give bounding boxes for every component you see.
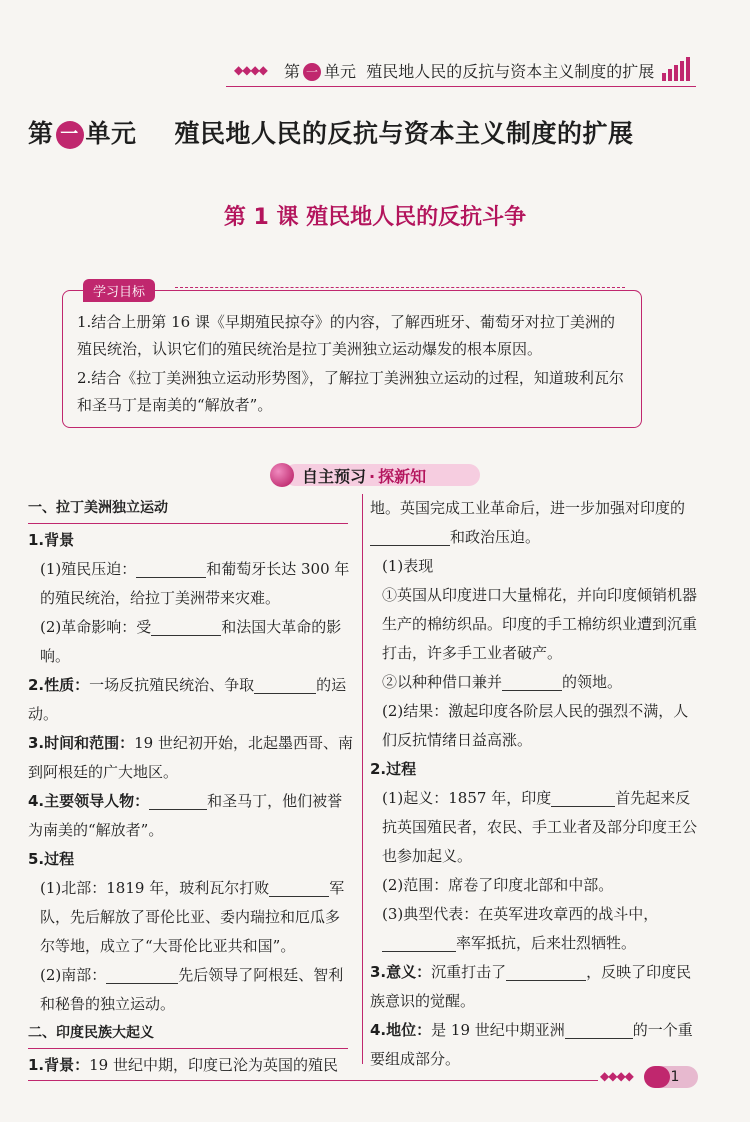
page-number: 1 bbox=[652, 1066, 698, 1088]
performance-item-2: ②以种种借口兼并 的领地。 bbox=[382, 673, 623, 691]
header-rule bbox=[226, 86, 696, 87]
answer-blank[interactable] bbox=[565, 1020, 633, 1039]
learning-goals-box bbox=[62, 285, 642, 428]
leaders-item: 4.主要领导人物： 和圣马丁，他们被誉为南美的“解放者”。 bbox=[28, 792, 343, 839]
answer-blank[interactable] bbox=[506, 962, 586, 981]
representative-item: (3)典型代表：在英军进攻章西的战斗中，率军抵抗，后来壮烈牺牲。 bbox=[382, 905, 659, 952]
status-item: 4.地位：是 19 世纪中期亚洲 的一个重要组成部分。 bbox=[370, 1021, 693, 1068]
india-background: 1.背景：19 世纪中期，印度已沦为英国的殖民 bbox=[28, 1056, 338, 1074]
signal-bars-icon bbox=[662, 57, 692, 81]
page-number-ball-icon bbox=[644, 1066, 670, 1088]
answer-blank[interactable] bbox=[106, 965, 178, 984]
answer-blank[interactable] bbox=[502, 672, 562, 691]
answer-blank[interactable] bbox=[382, 933, 456, 952]
footer-diamond-icon: ◆◆◆◆ bbox=[600, 1069, 633, 1083]
performance-title: (1)表现 bbox=[382, 557, 434, 575]
answer-blank[interactable] bbox=[151, 617, 221, 636]
preview-ball-icon bbox=[270, 463, 294, 487]
preview-title: 自主预习 · 探新知 bbox=[302, 467, 427, 486]
section-rule bbox=[28, 1048, 348, 1049]
answer-blank[interactable] bbox=[136, 559, 206, 578]
performance-item-1: ①英国从印度进口大量棉花，并向印度倾销机器生产的棉纺织品。印度的手工棉纺织业遭到沉重打击，许多手工业者破产。 bbox=[382, 586, 698, 662]
learning-goals-text bbox=[77, 309, 629, 421]
footer-rule bbox=[28, 1080, 598, 1081]
process-title: 5.过程 bbox=[28, 850, 75, 868]
column-divider bbox=[362, 494, 363, 1064]
diamond-ornament-icon: ◆◆◆◆ bbox=[234, 63, 267, 77]
scope-item: (2)范围：席卷了印度北部和中部。 bbox=[382, 876, 614, 894]
answer-blank[interactable] bbox=[370, 527, 450, 546]
process-south: (2)南部： 先后领导了阿根廷、智利和秘鲁的独立运动。 bbox=[40, 966, 344, 1013]
answer-blank[interactable] bbox=[149, 791, 207, 810]
section-heading-latin-america: 一、拉丁美洲独立运动 bbox=[28, 500, 168, 516]
background-item-2: (2)革命影响：受 和法国大革命的影响。 bbox=[40, 618, 342, 665]
section-rule bbox=[28, 523, 348, 524]
result-item: (2)结果：激起印度各阶层人民的强烈不满，人们反抗情绪日益高涨。 bbox=[382, 702, 689, 749]
goal-item-1: 1.结合上册第 16 课《早期殖民掠夺》的内容，了解西班牙、葡萄牙对拉丁美洲的殖民统治，认识它们的殖民统治是拉丁美洲独立运动爆发的根本原因。 bbox=[77, 313, 615, 358]
background-title: 1.背景 bbox=[28, 531, 75, 549]
nature-item: 2.性质：一场反抗殖民统治、争取 的运动。 bbox=[28, 676, 347, 723]
answer-blank[interactable] bbox=[269, 878, 329, 897]
goal-item-2: 2.结合《拉丁美洲独立运动形势图》，了解拉丁美洲独立运动的过程，知道玻利瓦尔和圣马丁是南美的“解放者”。 bbox=[77, 369, 624, 414]
section-heading-india: 二、印度民族大起义 bbox=[28, 1025, 154, 1041]
meaning-item: 3.意义：沉重打击了 ，反映了印度民族意识的觉醒。 bbox=[370, 963, 692, 1010]
uprising-item: (1)起义：1857 年，印度 首先起来反抗英国殖民者，农民、手工业者及部分印度王公也参加起义。 bbox=[382, 789, 698, 865]
india-process-title: 2.过程 bbox=[370, 760, 417, 778]
answer-blank[interactable] bbox=[551, 788, 615, 807]
answer-blank[interactable] bbox=[254, 675, 316, 694]
unit-title: 第 一 单元 殖民地人民的反抗与资本主义制度的扩展 bbox=[28, 119, 634, 148]
unit-number-circle: 一 bbox=[56, 121, 84, 149]
left-column bbox=[28, 494, 354, 1080]
running-header bbox=[234, 57, 694, 87]
india-background-continued: 地。英国完成工业革命后，进一步加强对印度的和政治压迫。 bbox=[370, 499, 686, 546]
background-item-1: (1)殖民压迫： 和葡萄牙长达 300 年的殖民统治，给拉丁美洲带来灾难。 bbox=[40, 560, 350, 607]
lesson-title: 第 1 课 殖民地人民的反抗斗争 bbox=[223, 205, 527, 230]
right-column bbox=[370, 494, 702, 1074]
learning-goals-label: 学习目标 bbox=[83, 279, 155, 302]
running-header-title: 第 一 单元 殖民地人民的反抗与资本主义制度的扩展 bbox=[284, 62, 655, 81]
goal-dashed-line bbox=[175, 287, 625, 288]
process-north: (1)北部：1819 年，玻利瓦尔打败 军队，先后解放了哥伦比亚、委内瑞拉和厄瓜多尔等地，成立了“大哥伦比亚共和国”。 bbox=[40, 879, 345, 955]
unit-number-badge: 一 bbox=[303, 63, 321, 81]
time-scope-item: 3.时间和范围：19 世纪初开始，北起墨西哥、南到阿根廷的广大地区。 bbox=[28, 734, 353, 781]
